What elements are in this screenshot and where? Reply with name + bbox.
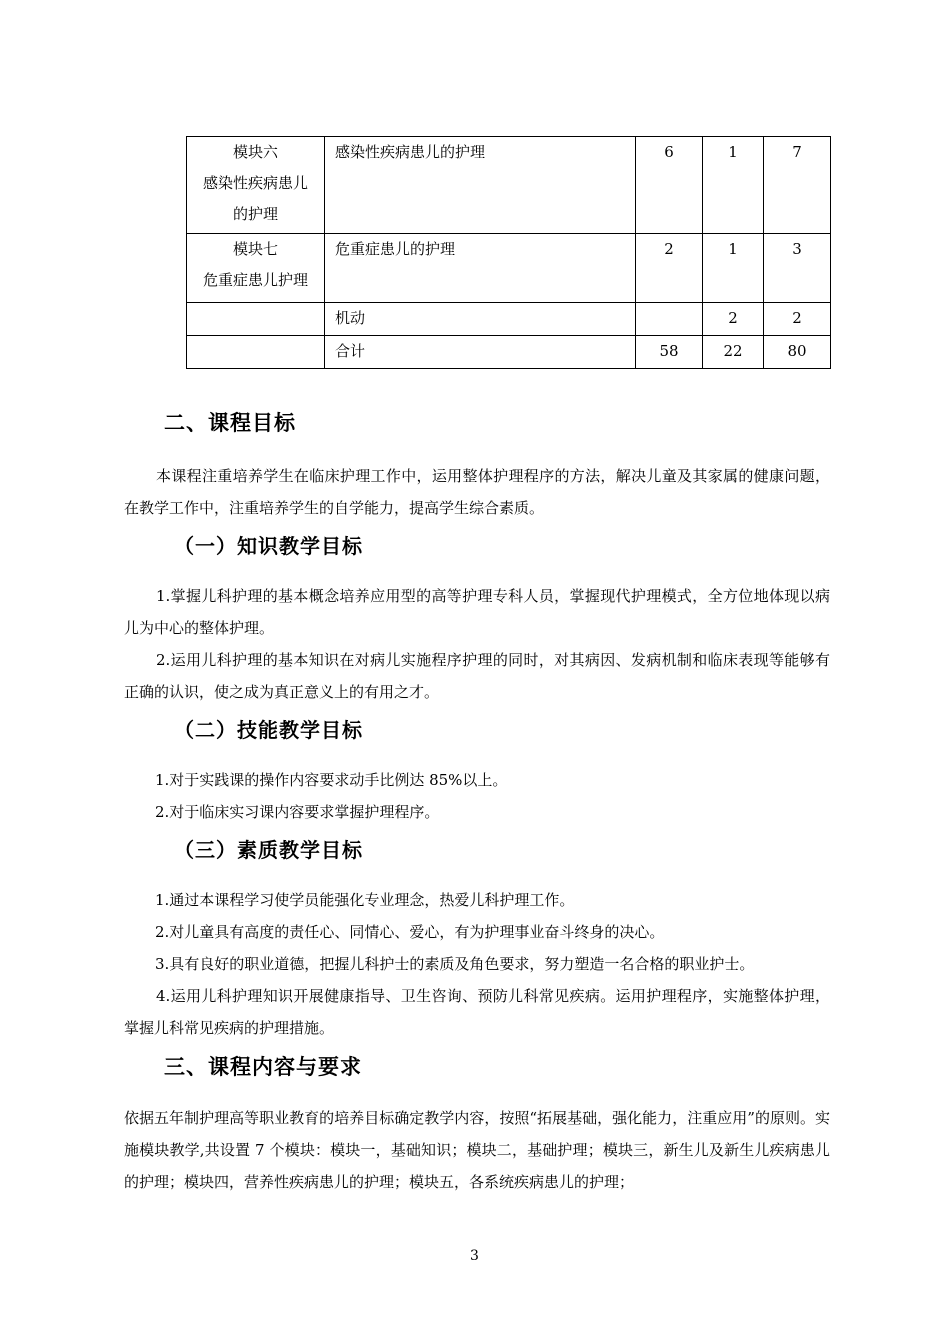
- content-cell: 合计: [325, 336, 636, 369]
- module-cell: [187, 336, 325, 369]
- practice-hours-cell: 1: [703, 234, 764, 303]
- section-heading-course-goals: 二、课程目标: [164, 411, 296, 435]
- page-number: 3: [470, 1248, 479, 1264]
- section-heading-course-content: 三、课程内容与要求: [164, 1055, 362, 1079]
- quality-goal-item: 4.运用儿科护理知识开展健康指导、卫生咨询、预防儿科常见疾病。运用护理程序，实施整体护理，掌握儿科常见疾病的护理措施。: [124, 987, 830, 1037]
- knowledge-goal-item: 1.掌握儿科护理的基本概念培养应用型的高等护理专科人员，掌握现代护理模式，全方位地体现以病儿为中心的整体护理。: [124, 587, 830, 637]
- table-row: [187, 234, 831, 303]
- theory-hours-cell: 2: [636, 234, 703, 303]
- content-cell: 危重症患儿的护理: [325, 234, 636, 303]
- practice-hours-cell: 22: [703, 336, 764, 369]
- course-goals-intro: 本课程注重培养学生在临床护理工作中，运用整体护理程序的方法，解决儿童及其家属的健康问题，在教学工作中，注重培养学生的自学能力，提高学生综合素质。: [124, 467, 830, 517]
- skill-goal-item: 1.对于实践课的操作内容要求动手比例达 85%以上。: [155, 771, 508, 789]
- skill-goal-item: 2.对于临床实习课内容要求掌握护理程序。: [155, 803, 440, 821]
- module-cell: [187, 303, 325, 336]
- subheading-skill-goals: （二）技能教学目标: [174, 718, 363, 742]
- module-cell: 模块六 感染性疾病患儿 的护理: [187, 137, 325, 234]
- content-cell: 感染性疾病患儿的护理: [325, 137, 636, 234]
- course-content-text: 依据五年制护理高等职业教育的培养目标确定教学内容，按照“拓展基础，强化能力，注重应用”的原则。实施模块教学,共设置 7 个模块：模块一，基础知识；模块二，基础护理；模块三，新生儿及新生儿疾病患儿的护理；模块四，营养性疾病患儿的护理；模块五，各系统疾病患儿的护理；: [124, 1109, 830, 1191]
- subheading-quality-goals: （三）素质教学目标: [174, 838, 363, 862]
- table-row: [187, 336, 831, 369]
- quality-goal-item: 3.具有良好的职业道德，把握儿科护士的素质及角色要求，努力塑造一名合格的职业护士。: [155, 955, 755, 973]
- quality-goal-item: 1.通过本课程学习使学员能强化专业理念，热爱儿科护理工作。: [155, 891, 575, 909]
- theory-hours-cell: 58: [636, 336, 703, 369]
- practice-hours-cell: 1: [703, 137, 764, 234]
- quality-goal-item: 2.对儿童具有高度的责任心、同情心、爱心，有为护理事业奋斗终身的决心。: [155, 923, 665, 941]
- module-hours-table: [186, 136, 831, 369]
- total-hours-cell: 80: [764, 336, 831, 369]
- total-hours-cell: 7: [764, 137, 831, 234]
- practice-hours-cell: 2: [703, 303, 764, 336]
- table-row: [187, 303, 831, 336]
- module-cell: 模块七 危重症患儿护理: [187, 234, 325, 303]
- content-cell: 机动: [325, 303, 636, 336]
- subheading-knowledge-goals: （一）知识教学目标: [174, 534, 363, 558]
- theory-hours-cell: [636, 303, 703, 336]
- total-hours-cell: 3: [764, 234, 831, 303]
- theory-hours-cell: 6: [636, 137, 703, 234]
- knowledge-goal-item: 2.运用儿科护理的基本知识在对病儿实施程序护理的同时，对其病因、发病机制和临床表现等能够有正确的认识，使之成为真正意义上的有用之才。: [124, 651, 830, 701]
- table-row: [187, 137, 831, 234]
- total-hours-cell: 2: [764, 303, 831, 336]
